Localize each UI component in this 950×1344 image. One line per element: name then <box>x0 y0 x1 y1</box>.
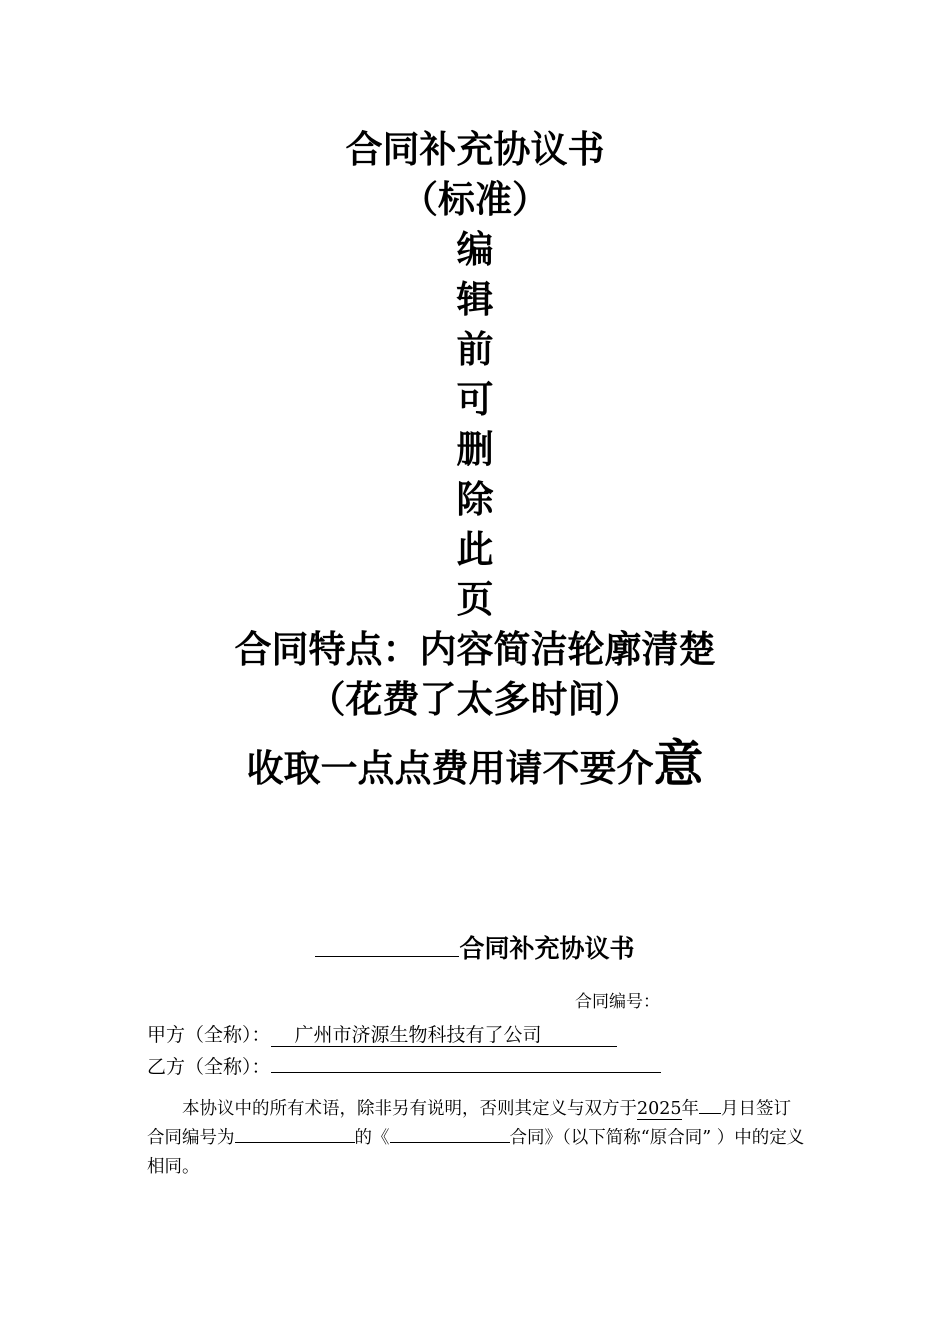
cover-vertical-char: 此 <box>456 528 494 571</box>
cover-title <box>0 125 950 794</box>
party-a-label: 甲方（全称）： <box>147 1024 271 1046</box>
agreement-title-blank <box>315 934 459 957</box>
para-text-4: 合同》（以下简称“原合同” ）中的定义相同。 <box>147 1128 805 1177</box>
cover-vertical-char: 删 <box>456 428 494 471</box>
agreement-heading <box>0 931 950 967</box>
para-contract-no-blank <box>235 1142 355 1143</box>
para-year-suffix: 年 <box>681 1099 700 1119</box>
cover-vertical-char: 辑 <box>456 278 494 321</box>
para-month-blank <box>699 1113 721 1114</box>
para-text-3: 的《 <box>354 1128 390 1148</box>
cover-note-line: （花费了太多时间） <box>308 678 642 721</box>
cover-fee-line <box>0 735 950 794</box>
contract-number-label: 合同编号： <box>575 992 660 1012</box>
cover-subtitle: （标准） <box>401 178 549 221</box>
cover-feature-line: 合同特点：内容简洁轮廓清楚 <box>234 628 716 671</box>
cover-main-title: 合同补充协议书 <box>345 128 605 171</box>
para-contract-name-blank <box>390 1142 510 1143</box>
para-year: 2025 <box>637 1099 682 1119</box>
cover-vertical-char: 前 <box>456 328 494 371</box>
cover-fee-text: 收取一点点费用请不要介 <box>246 747 654 790</box>
para-text-1: 本协议中的所有术语，除非另有说明，否则其定义与双方于 <box>182 1099 637 1119</box>
party-a-row <box>147 1022 617 1048</box>
cover-vertical-char: 除 <box>456 478 494 521</box>
party-b-label: 乙方（全称）： <box>147 1056 271 1078</box>
cover-vertical-char: 编 <box>456 228 494 271</box>
para-text-2: 日签订合同编号为 <box>147 1099 792 1148</box>
party-b-value <box>271 1048 661 1073</box>
agreement-title: 合同补充协议书 <box>459 934 635 963</box>
cover-fee-last-glyph: 意 <box>653 735 704 793</box>
cover-vertical-char: 可 <box>456 378 494 421</box>
cover-vertical-char: 页 <box>456 578 494 621</box>
para-month-suffix: 月 <box>721 1099 739 1119</box>
party-a-value: 广州市济源生物科技有了公司 <box>271 1022 617 1047</box>
definition-paragraph <box>147 1095 807 1182</box>
party-b-row <box>147 1048 661 1080</box>
